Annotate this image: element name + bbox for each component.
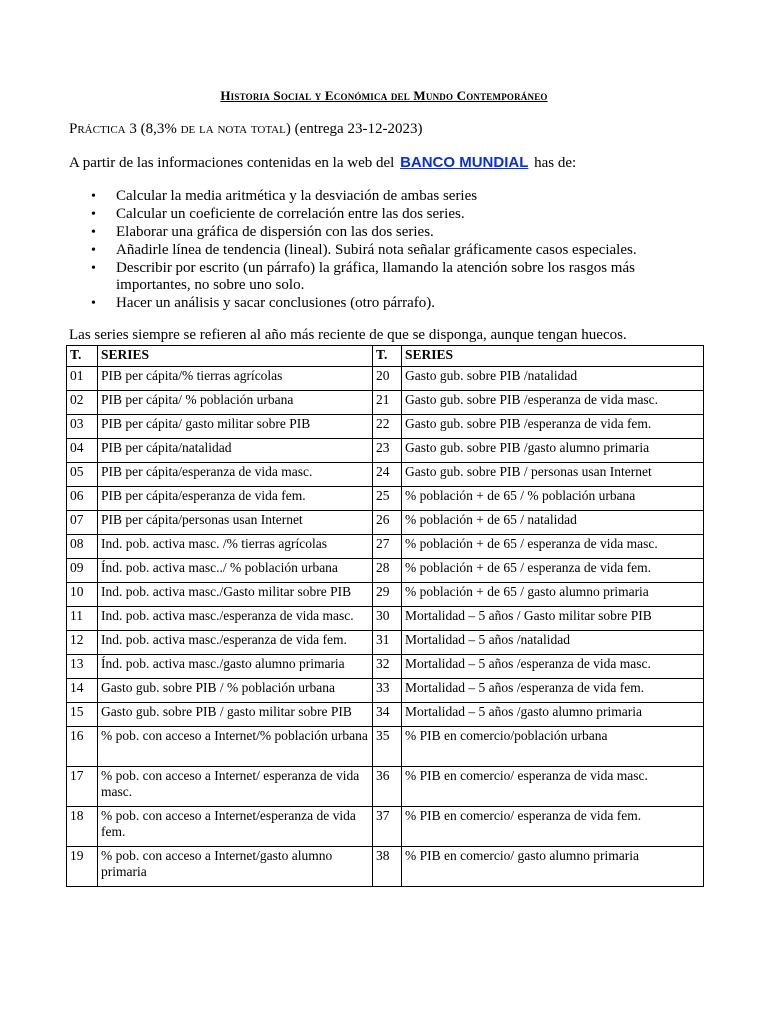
series-number: 08: [67, 535, 98, 559]
bullet-icon: •: [91, 243, 96, 258]
series-description: % población + de 65 / esperanza de vida fem.: [402, 559, 704, 583]
series-table-body: [67, 367, 704, 887]
banco-mundial-link[interactable]: BANCO MUNDIAL: [400, 154, 529, 171]
bullet-icon: •: [91, 207, 96, 222]
series-number: 32: [373, 655, 402, 679]
series-number: 33: [373, 679, 402, 703]
series-number: 22: [373, 415, 402, 439]
document-title: Historia Social y Económica del Mundo Contemporáneo: [220, 88, 548, 103]
series-number: 12: [67, 631, 98, 655]
table-row: [67, 535, 704, 559]
practica-weight: (8,3% de la nota total): [140, 121, 291, 137]
header-t-left: T.: [67, 346, 98, 367]
series-number: 37: [373, 807, 402, 847]
series-number: 17: [67, 767, 98, 807]
series-description: % PIB en comercio/ gasto alumno primaria: [402, 847, 704, 887]
task-item: • Calcular la media aritmética y la desviación de ambas series: [91, 188, 478, 204]
practica-label: Práctica 3: [69, 121, 137, 137]
task-item: • Añadirle línea de tendencia (lineal). Subirá nota señalar gráficamente casos especiales.: [91, 242, 637, 258]
series-description: PIB per cápita/esperanza de vida fem.: [98, 487, 373, 511]
series-description: Ind. pob. activa masc. /% tierras agrícolas: [98, 535, 373, 559]
header-series-right: SERIES: [402, 346, 704, 367]
series-description: % población + de 65 / natalidad: [402, 511, 704, 535]
task-item: • Elaborar una gráfica de dispersión con las dos series.: [91, 224, 434, 240]
table-row: [67, 559, 704, 583]
table-row: [67, 511, 704, 535]
series-number: 13: [67, 655, 98, 679]
table-row: [67, 655, 704, 679]
series-description: PIB per cápita/natalidad: [98, 439, 373, 463]
series-description: Índ. pob. activa masc../ % población urbana: [98, 559, 373, 583]
table-row: [67, 439, 704, 463]
series-number: 01: [67, 367, 98, 391]
table-row: [67, 415, 704, 439]
series-number: 30: [373, 607, 402, 631]
series-description: % pob. con acceso a Internet/gasto alumno primaria: [98, 847, 373, 887]
series-description: % PIB en comercio/población urbana: [402, 727, 704, 767]
header-t-right: T.: [373, 346, 402, 367]
table-row: [67, 807, 704, 847]
intro-suffix: has de:: [534, 155, 577, 171]
intro-text: A partir de las informaciones contenidas en la web del: [69, 155, 395, 171]
series-number: 21: [373, 391, 402, 415]
bullet-icon: •: [91, 296, 96, 311]
series-description: % PIB en comercio/ esperanza de vida masc.: [402, 767, 704, 807]
bullet-icon: •: [91, 261, 96, 276]
series-number: 04: [67, 439, 98, 463]
series-description: % pob. con acceso a Internet/esperanza de vida fem.: [98, 807, 373, 847]
practica-line: [69, 121, 422, 138]
series-number: 03: [67, 415, 98, 439]
task-item: • Calcular un coeficiente de correlación entre las dos series.: [91, 206, 465, 222]
series-description: PIB per cápita/ % población urbana: [98, 391, 373, 415]
series-number: 29: [373, 583, 402, 607]
series-description: Mortalidad – 5 años / Gasto militar sobre PIB: [402, 607, 704, 631]
series-note: Las series siempre se refieren al año más reciente de que se disponga, aunque tengan huecos.: [69, 327, 627, 343]
series-description: Mortalidad – 5 años /esperanza de vida fem.: [402, 679, 704, 703]
series-description: Gasto gub. sobre PIB /esperanza de vida masc.: [402, 391, 704, 415]
table-row: [67, 847, 704, 887]
bullet-icon: •: [91, 189, 96, 204]
series-description: Mortalidad – 5 años /natalidad: [402, 631, 704, 655]
series-number: 23: [373, 439, 402, 463]
series-number: 24: [373, 463, 402, 487]
series-description: PIB per cápita/ gasto militar sobre PIB: [98, 415, 373, 439]
series-number: 38: [373, 847, 402, 887]
series-number: 11: [67, 607, 98, 631]
table-row: [67, 463, 704, 487]
series-description: Índ. pob. activa masc./gasto alumno primaria: [98, 655, 373, 679]
series-description: PIB per cápita/esperanza de vida masc.: [98, 463, 373, 487]
series-number: 26: [373, 511, 402, 535]
series-description: Mortalidad – 5 años /esperanza de vida masc.: [402, 655, 704, 679]
series-number: 14: [67, 679, 98, 703]
series-number: 18: [67, 807, 98, 847]
table-row: [67, 487, 704, 511]
series-description: Gasto gub. sobre PIB / % población urbana: [98, 679, 373, 703]
series-number: 06: [67, 487, 98, 511]
series-number: 34: [373, 703, 402, 727]
series-description: Ind. pob. activa masc./esperanza de vida masc.: [98, 607, 373, 631]
table-row: [67, 607, 704, 631]
table-row: [67, 367, 704, 391]
series-description: Gasto gub. sobre PIB /natalidad: [402, 367, 704, 391]
series-description: Gasto gub. sobre PIB /gasto alumno primaria: [402, 439, 704, 463]
series-description: PIB per cápita/personas usan Internet: [98, 511, 373, 535]
task-item: • Describir por escrito (un párrafo) la gráfica, llamando la atención sobre los rasgos más importantes, no sobre uno solo.: [91, 260, 635, 293]
series-number: 09: [67, 559, 98, 583]
series-description: Gasto gub. sobre PIB / personas usan Internet: [402, 463, 704, 487]
series-description: PIB per cápita/% tierras agrícolas: [98, 367, 373, 391]
series-description: Gasto gub. sobre PIB /esperanza de vida fem.: [402, 415, 704, 439]
series-table: [66, 345, 704, 887]
table-header-row: [67, 346, 704, 367]
series-description: % población + de 65 / % población urbana: [402, 487, 704, 511]
series-number: 19: [67, 847, 98, 887]
series-number: 20: [373, 367, 402, 391]
series-number: 25: [373, 487, 402, 511]
series-description: Gasto gub. sobre PIB / gasto militar sobre PIB: [98, 703, 373, 727]
series-number: 35: [373, 727, 402, 767]
series-description: Mortalidad – 5 años /gasto alumno primaria: [402, 703, 704, 727]
table-row: [67, 703, 704, 727]
series-number: 27: [373, 535, 402, 559]
series-number: 07: [67, 511, 98, 535]
series-number: 31: [373, 631, 402, 655]
series-description: % PIB en comercio/ esperanza de vida fem.: [402, 807, 704, 847]
task-item: • Hacer un análisis y sacar conclusiones (otro párrafo).: [91, 295, 436, 311]
header-series-left: SERIES: [98, 346, 373, 367]
intro-line: [69, 154, 576, 172]
bullet-icon: •: [91, 225, 96, 240]
table-row: [67, 767, 704, 807]
table-row: [67, 679, 704, 703]
series-number: 16: [67, 727, 98, 767]
series-number: 15: [67, 703, 98, 727]
series-description: Ind. pob. activa masc./esperanza de vida fem.: [98, 631, 373, 655]
task-list: [69, 188, 689, 313]
table-row: [67, 631, 704, 655]
table-row: [67, 391, 704, 415]
series-number: 28: [373, 559, 402, 583]
series-description: % pob. con acceso a Internet/% población urbana: [98, 727, 373, 767]
series-description: % población + de 65 / esperanza de vida masc.: [402, 535, 704, 559]
series-description: Ind. pob. activa masc./Gasto militar sobre PIB: [98, 583, 373, 607]
table-row: [67, 727, 704, 767]
series-description: % pob. con acceso a Internet/ esperanza de vida masc.: [98, 767, 373, 807]
series-number: 10: [67, 583, 98, 607]
series-number: 36: [373, 767, 402, 807]
series-description: % población + de 65 / gasto alumno primaria: [402, 583, 704, 607]
table-row: [67, 583, 704, 607]
series-number: 05: [67, 463, 98, 487]
series-number: 02: [67, 391, 98, 415]
practica-delivery: (entrega 23-12-2023): [294, 121, 423, 137]
